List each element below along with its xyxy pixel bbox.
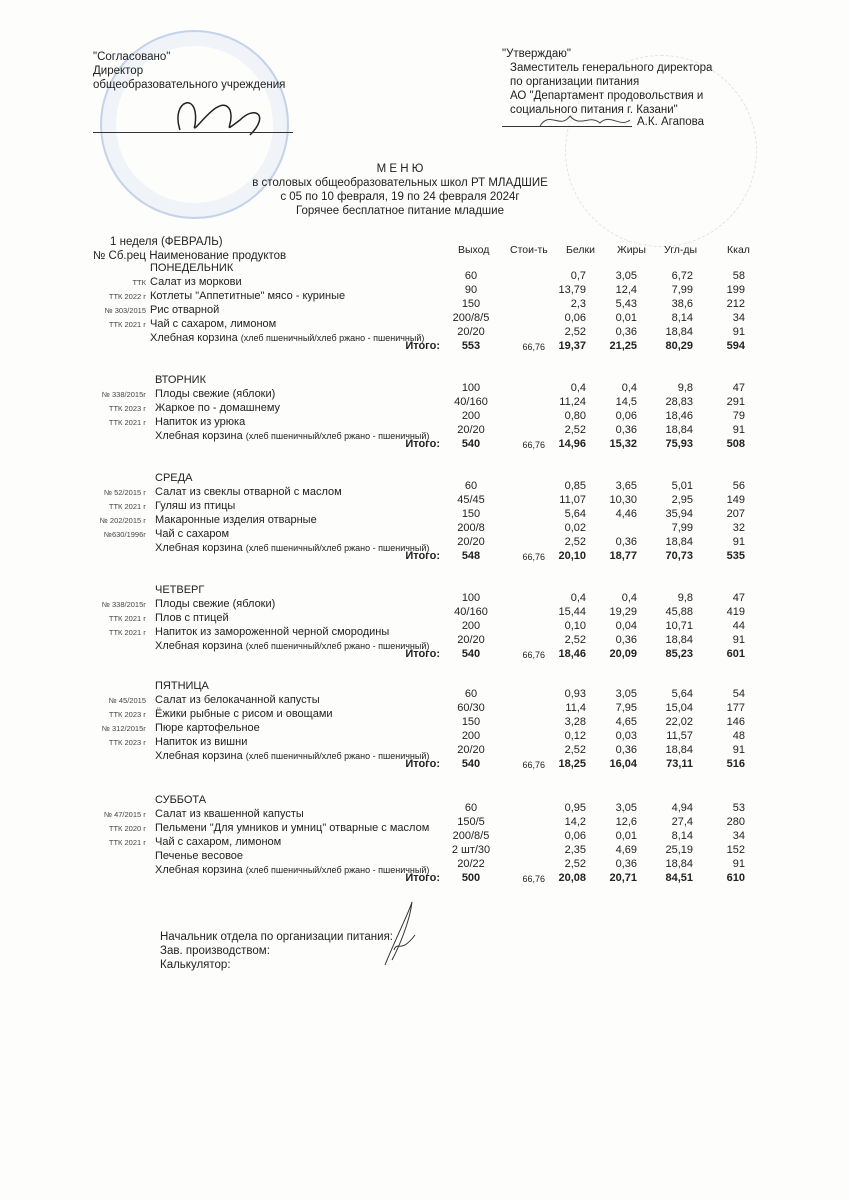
- total-output: 500: [461, 872, 481, 884]
- value-protein: 3,28: [564, 716, 586, 728]
- column-header-kcal: Ккал: [727, 244, 750, 256]
- approval-right-line4: АО "Департамент продовольствия и: [510, 90, 704, 102]
- column-header-fat: Жиры: [617, 244, 646, 256]
- value-fat: 0,01: [615, 312, 637, 324]
- value-fat: 3,65: [615, 480, 637, 492]
- value-kcal: 44: [732, 620, 745, 632]
- signature-line-right: [502, 126, 632, 127]
- value-protein: 0,10: [564, 620, 586, 632]
- approval-left-position: Директор: [93, 65, 144, 77]
- value-kcal: 149: [726, 494, 745, 506]
- approval-right-line5: социального питания г. Казани": [510, 104, 678, 116]
- total-output: 548: [461, 550, 481, 562]
- dish-name-text: Салат из белокачанной капусты: [155, 694, 320, 706]
- value-carbs: 2,95: [671, 494, 693, 506]
- value-carbs: 18,84: [665, 326, 693, 338]
- approval-left-org: общеобразовательного учреждения: [93, 79, 286, 91]
- total-cost: 66,76: [522, 650, 545, 660]
- recipe-code: № 47/2015 г: [103, 810, 146, 819]
- value-fat: 4,65: [615, 716, 637, 728]
- dish-name-text: Чай с сахаром, лимоном: [150, 318, 277, 330]
- value-output: 200: [461, 730, 481, 742]
- value-output: 200: [461, 620, 481, 632]
- value-protein: 0,06: [564, 830, 586, 842]
- total-cost: 66,76: [522, 874, 545, 884]
- total-fat: 20,71: [609, 872, 637, 884]
- signature-right: [535, 108, 635, 133]
- value-fat: 12,4: [615, 284, 637, 296]
- day-heading: ЧЕТВЕРГ: [155, 584, 205, 596]
- dish-name: [150, 276, 242, 288]
- value-protein: 0,85: [564, 480, 586, 492]
- dish-name: [155, 486, 342, 498]
- recipe-code: № 338/2015г: [101, 390, 146, 399]
- recipe-code: № 303/2015: [104, 306, 146, 315]
- total-protein: 14,96: [558, 438, 586, 450]
- total-carbs: 80,29: [665, 340, 693, 352]
- value-output: 20/20: [457, 424, 485, 436]
- value-carbs: 18,46: [665, 410, 693, 422]
- dish-name-text: Хлебная корзина: [155, 640, 243, 652]
- dish-name-text: Напиток из замороженной черной смородины: [155, 626, 390, 638]
- total-label: Итого:: [405, 438, 440, 450]
- total-cost: 66,76: [522, 440, 545, 450]
- title-type: Горячее бесплатное питание младшие: [296, 205, 504, 217]
- dish-name-text: Пюре картофельное: [155, 722, 260, 734]
- value-kcal: 280: [726, 816, 745, 828]
- value-protein: 0,12: [564, 730, 586, 742]
- title-subtitle: в столовых общеобразовательных школ РТ МЛАДШИЕ: [252, 177, 548, 189]
- total-carbs: 85,23: [665, 648, 693, 660]
- dish-name-text: Плоды свежие (яблоки): [155, 388, 276, 400]
- value-carbs: 4,94: [671, 802, 693, 814]
- value-protein: 11,4: [565, 702, 586, 714]
- value-output: 100: [461, 382, 481, 394]
- value-fat: 4,46: [615, 508, 637, 520]
- footer-head-of-department: Начальник отдела по организации питания:: [160, 931, 393, 943]
- value-fat: 0,4: [621, 382, 637, 394]
- value-kcal: 199: [726, 284, 745, 296]
- recipe-code: ТТК 2023 г: [108, 404, 146, 413]
- day-heading: ВТОРНИК: [155, 374, 206, 386]
- footer-signatures: [160, 930, 393, 972]
- dish-name-text: Чай с сахаром: [155, 528, 230, 540]
- dish-name-text: Жаркое по - домашнему: [155, 402, 281, 414]
- total-protein: 18,46: [558, 648, 586, 660]
- dish-name: [155, 500, 235, 512]
- dish-name: [155, 836, 281, 848]
- recipe-code: ТТК 2021 г: [108, 418, 146, 427]
- recipe-code: ТТК 2023 г: [108, 710, 146, 719]
- value-protein: 0,93: [564, 688, 586, 700]
- total-protein: 20,08: [558, 872, 586, 884]
- total-label: Итого:: [405, 758, 440, 770]
- value-protein: 2,3: [570, 298, 586, 310]
- value-kcal: 47: [732, 592, 745, 604]
- total-kcal: 610: [726, 872, 745, 884]
- value-output: 20/22: [457, 858, 485, 870]
- value-protein: 2,52: [564, 326, 586, 338]
- total-cost: 66,76: [522, 342, 545, 352]
- value-kcal: 91: [732, 858, 745, 870]
- recipe-code: ТТК 2022 г: [108, 292, 146, 301]
- total-fat: 15,32: [609, 438, 637, 450]
- column-header-cost: Стои-ть: [510, 244, 548, 256]
- value-protein: 2,52: [564, 634, 586, 646]
- value-fat: 12,6: [615, 816, 637, 828]
- total-kcal: 516: [726, 758, 745, 770]
- dish-name-text: Плоды свежие (яблоки): [155, 598, 276, 610]
- value-fat: 3,05: [615, 802, 637, 814]
- total-output: 540: [461, 648, 481, 660]
- value-kcal: 91: [732, 634, 745, 646]
- dish-name-text: Хлебная корзина: [155, 430, 243, 442]
- dish-name: [155, 388, 275, 400]
- value-kcal: 152: [726, 844, 745, 856]
- total-label: Итого:: [405, 340, 440, 352]
- value-protein: 0,4: [570, 382, 586, 394]
- value-output: 200/8: [457, 522, 485, 534]
- dish-name-text: Гуляш из птицы: [155, 500, 236, 512]
- value-kcal: 54: [732, 688, 745, 700]
- total-fat: 18,77: [609, 550, 637, 562]
- total-cost: 66,76: [522, 760, 545, 770]
- column-header-protein: Белки: [566, 244, 595, 256]
- column-header-carbs: Угл-ды: [664, 244, 698, 256]
- value-carbs: 18,84: [665, 744, 693, 756]
- document-title: [200, 162, 600, 218]
- column-header-output: Выход: [458, 244, 490, 256]
- value-carbs: 18,84: [665, 536, 693, 548]
- column-header-name: № Сб.рец Наименование продуктов: [93, 250, 287, 262]
- value-fat: 3,05: [615, 688, 637, 700]
- value-output: 40/160: [454, 396, 488, 408]
- value-output: 60: [464, 480, 478, 492]
- recipe-code: №630/1996г: [103, 530, 146, 539]
- dish-note: (хлеб пшеничный/хлеб ржано - пшеничный): [245, 431, 430, 441]
- recipe-code: № 202/2015 г: [99, 516, 146, 525]
- value-protein: 15,44: [558, 606, 586, 618]
- total-fat: 20,09: [609, 648, 637, 660]
- total-kcal: 601: [726, 648, 745, 660]
- day-heading: СУББОТА: [155, 794, 207, 806]
- value-fat: 19,29: [609, 606, 637, 618]
- footer-production-manager: Зав. производством:: [160, 945, 270, 957]
- value-kcal: 53: [732, 802, 745, 814]
- value-fat: 3,05: [615, 270, 637, 282]
- value-carbs: 18,84: [665, 424, 693, 436]
- value-fat: 0,4: [621, 592, 637, 604]
- value-carbs: 9,8: [677, 382, 693, 394]
- dish-name-text: Котлеты "Аппетитные" мясо - куриные: [150, 290, 346, 302]
- value-carbs: 28,83: [665, 396, 693, 408]
- value-fat: 0,36: [615, 744, 637, 756]
- dish-name: [155, 736, 247, 748]
- dish-name-text: Хлебная корзина: [155, 542, 243, 554]
- dish-name-text: Макаронные изделия отварные: [155, 514, 317, 526]
- value-protein: 2,35: [564, 844, 586, 856]
- dish-name: [150, 304, 219, 316]
- value-protein: 2,52: [564, 424, 586, 436]
- dish-name: [155, 722, 260, 734]
- value-output: 150/5: [457, 816, 485, 828]
- value-protein: 0,95: [564, 802, 586, 814]
- recipe-code: ТТК 2023 г: [108, 738, 146, 747]
- value-kcal: 419: [726, 606, 745, 618]
- value-protein: 5,64: [564, 508, 586, 520]
- total-output: 540: [461, 758, 481, 770]
- recipe-code: № 45/2015: [108, 696, 146, 705]
- value-protein: 14,2: [564, 816, 586, 828]
- dish-name: [155, 808, 304, 820]
- total-carbs: 84,51: [665, 872, 693, 884]
- dish-name-text: Салат из моркови: [150, 276, 242, 288]
- value-fat: 0,01: [615, 830, 637, 842]
- approval-right: [502, 47, 712, 117]
- value-output: 60: [464, 270, 478, 282]
- dish-name-text: Хлебная корзина: [150, 332, 238, 344]
- dish-name-text: Салат из свеклы отварной с маслом: [155, 486, 342, 498]
- value-kcal: 47: [732, 382, 745, 394]
- dish-name: [155, 708, 333, 720]
- value-carbs: 8,14: [671, 312, 693, 324]
- dish-name: [155, 850, 243, 862]
- value-carbs: 9,8: [677, 592, 693, 604]
- value-carbs: 7,99: [671, 522, 693, 534]
- value-output: 90: [464, 284, 478, 296]
- total-kcal: 508: [726, 438, 745, 450]
- value-output: 45/45: [457, 494, 485, 506]
- value-kcal: 34: [732, 312, 745, 324]
- value-protein: 0,4: [570, 592, 586, 604]
- dish-name-text: Ёжики рыбные с рисом и овощами: [155, 708, 333, 720]
- approval-right-position: Заместитель генерального директора: [510, 62, 713, 74]
- recipe-code: ТТК: [132, 278, 146, 287]
- value-kcal: 56: [732, 480, 745, 492]
- value-output: 100: [461, 592, 481, 604]
- value-fat: 0,04: [615, 620, 637, 632]
- value-kcal: 207: [726, 508, 745, 520]
- signature-line-left: [93, 132, 293, 133]
- value-kcal: 291: [726, 396, 745, 408]
- total-cost: 66,76: [522, 552, 545, 562]
- recipe-code: ТТК 2020 г: [108, 824, 146, 833]
- value-protein: 13,79: [558, 284, 586, 296]
- value-kcal: 91: [732, 536, 745, 548]
- value-fat: 5,43: [615, 298, 637, 310]
- dish-name: [155, 626, 389, 638]
- value-output: 200/8/5: [452, 312, 490, 324]
- total-fat: 16,04: [609, 758, 637, 770]
- total-output: 553: [461, 340, 481, 352]
- value-protein: 11,24: [559, 396, 586, 408]
- title-main: М Е Н Ю: [376, 163, 424, 175]
- value-protein: 0,02: [564, 522, 586, 534]
- dish-name: [155, 402, 280, 414]
- total-output: 540: [461, 438, 481, 450]
- value-carbs: 10,71: [665, 620, 693, 632]
- dish-name-text: Пельмени "Для умников и умниц" отварные с маслом: [155, 822, 430, 834]
- total-kcal: 594: [726, 340, 745, 352]
- value-kcal: 58: [732, 270, 745, 282]
- dish-note: (хлеб пшеничный/хлеб ржано - пшеничный): [245, 751, 430, 761]
- total-protein: 18,25: [558, 758, 586, 770]
- value-carbs: 5,01: [671, 480, 693, 492]
- value-carbs: 35,94: [665, 508, 693, 520]
- dish-name: [155, 612, 229, 624]
- value-output: 200: [461, 410, 481, 422]
- total-carbs: 75,93: [665, 438, 693, 450]
- value-carbs: 18,84: [665, 858, 693, 870]
- value-protein: 0,80: [564, 410, 586, 422]
- value-output: 2 шт/30: [451, 844, 491, 856]
- dish-name-text: Рис отварной: [150, 304, 220, 316]
- value-carbs: 18,84: [665, 634, 693, 646]
- value-fat: 7,95: [615, 702, 637, 714]
- signature-footer: [380, 900, 420, 970]
- dish-note: (хлеб пшеничный/хлеб ржано - пшеничный): [245, 543, 430, 553]
- footer-calculator: Калькулятор:: [160, 959, 231, 971]
- total-label: Итого:: [405, 550, 440, 562]
- value-kcal: 34: [732, 830, 745, 842]
- total-carbs: 70,73: [665, 550, 693, 562]
- approval-right-title: "Утверждаю": [502, 48, 571, 60]
- value-kcal: 79: [732, 410, 745, 422]
- value-fat: 0,36: [615, 634, 637, 646]
- dish-name: [155, 822, 429, 834]
- day-heading: ПЯТНИЦА: [155, 680, 209, 692]
- approval-left-title: "Согласовано": [93, 51, 171, 63]
- value-protein: 11,07: [559, 494, 586, 506]
- dish-name: [155, 598, 275, 610]
- dish-name-text: Чай с сахаром, лимоном: [155, 836, 282, 848]
- value-kcal: 146: [726, 716, 745, 728]
- value-fat: 4,69: [615, 844, 637, 856]
- dish-name: [150, 290, 345, 302]
- total-protein: 19,37: [558, 340, 586, 352]
- total-label: Итого:: [405, 872, 440, 884]
- value-fat: 14,5: [615, 396, 637, 408]
- dish-name: [150, 318, 276, 330]
- dish-name-text: Напиток из урюка: [155, 416, 246, 428]
- value-carbs: 25,19: [665, 844, 693, 856]
- title-dates: с 05 по 10 февраля, 19 по 24 февраля 2024г: [280, 191, 520, 203]
- value-kcal: 91: [732, 744, 745, 756]
- value-protein: 2,52: [564, 858, 586, 870]
- value-output: 40/160: [454, 606, 488, 618]
- total-label: Итого:: [405, 648, 440, 660]
- value-output: 150: [461, 508, 481, 520]
- value-carbs: 27,4: [671, 816, 693, 828]
- dish-name: [155, 528, 229, 540]
- value-fat: 0,36: [615, 424, 637, 436]
- value-carbs: 7,99: [671, 284, 693, 296]
- value-fat: 10,30: [609, 494, 637, 506]
- dish-note: (хлеб пшеничный/хлеб ржано - пшеничный): [240, 333, 425, 343]
- value-fat: 0,06: [615, 410, 637, 422]
- dish-name: [155, 514, 317, 526]
- value-carbs: 5,64: [671, 688, 693, 700]
- recipe-code: № 338/2015г: [101, 600, 146, 609]
- dish-name-text: Хлебная корзина: [155, 750, 243, 762]
- value-output: 150: [461, 298, 481, 310]
- value-carbs: 15,04: [665, 702, 693, 714]
- value-output: 20/20: [457, 744, 485, 756]
- value-output: 20/20: [457, 536, 485, 548]
- approval-right-signer: А.К. Агапова: [637, 116, 704, 128]
- dish-note: (хлеб пшеничный/хлеб ржано - пшеничный): [245, 641, 430, 651]
- signature-left: [160, 80, 280, 150]
- dish-name-text: Плов с птицей: [155, 612, 229, 624]
- value-fat: 0,03: [615, 730, 637, 742]
- value-output: 200/8/5: [452, 830, 490, 842]
- value-kcal: 91: [732, 326, 745, 338]
- value-protein: 2,52: [564, 536, 586, 548]
- recipe-code: ТТК 2021 г: [108, 838, 146, 847]
- value-protein: 2,52: [564, 744, 586, 756]
- value-output: 60/30: [457, 702, 485, 714]
- value-output: 60: [464, 802, 478, 814]
- value-kcal: 91: [732, 424, 745, 436]
- value-carbs: 38,6: [671, 298, 693, 310]
- recipe-code: ТТК 2021 г: [108, 628, 146, 637]
- value-protein: 0,7: [570, 270, 586, 282]
- total-fat: 21,25: [609, 340, 637, 352]
- dish-name-text: Напиток из вишни: [155, 736, 248, 748]
- dish-name-text: Салат из квашенной капусты: [155, 808, 304, 820]
- value-kcal: 32: [732, 522, 745, 534]
- day-heading: СРЕДА: [155, 472, 193, 484]
- value-kcal: 48: [732, 730, 745, 742]
- value-output: 150: [461, 716, 481, 728]
- approval-right-line3: по организации питания: [510, 76, 640, 88]
- value-output: 20/20: [457, 326, 485, 338]
- value-fat: 0,36: [615, 536, 637, 548]
- value-kcal: 212: [726, 298, 745, 310]
- dish-note: (хлеб пшеничный/хлеб ржано - пшеничный): [245, 865, 430, 875]
- value-carbs: 22,02: [665, 716, 693, 728]
- dish-name: [155, 416, 245, 428]
- value-carbs: 45,88: [665, 606, 693, 618]
- dish-name-text: Печенье весовое: [155, 850, 244, 862]
- recipe-code: ТТК 2021 г: [108, 502, 146, 511]
- value-fat: 0,36: [615, 858, 637, 870]
- total-carbs: 73,11: [666, 758, 693, 770]
- value-output: 20/20: [457, 634, 485, 646]
- total-protein: 20,10: [558, 550, 586, 562]
- value-carbs: 6,72: [671, 270, 693, 282]
- recipe-code: ТТК 2021 г: [108, 614, 146, 623]
- week-label: 1 неделя (ФЕВРАЛЬ): [110, 236, 223, 248]
- dish-name-text: Хлебная корзина: [155, 864, 243, 876]
- value-carbs: 8,14: [671, 830, 693, 842]
- recipe-code: ТТК 2021 г: [108, 320, 146, 329]
- value-kcal: 177: [726, 702, 745, 714]
- recipe-code: № 312/2015г: [101, 724, 146, 733]
- recipe-code: № 52/2015 г: [103, 488, 146, 497]
- value-fat: 0,36: [615, 326, 637, 338]
- value-protein: 0,06: [564, 312, 586, 324]
- dish-name: [155, 694, 320, 706]
- total-kcal: 535: [726, 550, 745, 562]
- day-heading: ПОНЕДЕЛЬНИК: [150, 262, 234, 274]
- value-carbs: 11,57: [666, 730, 693, 742]
- value-output: 60: [464, 688, 478, 700]
